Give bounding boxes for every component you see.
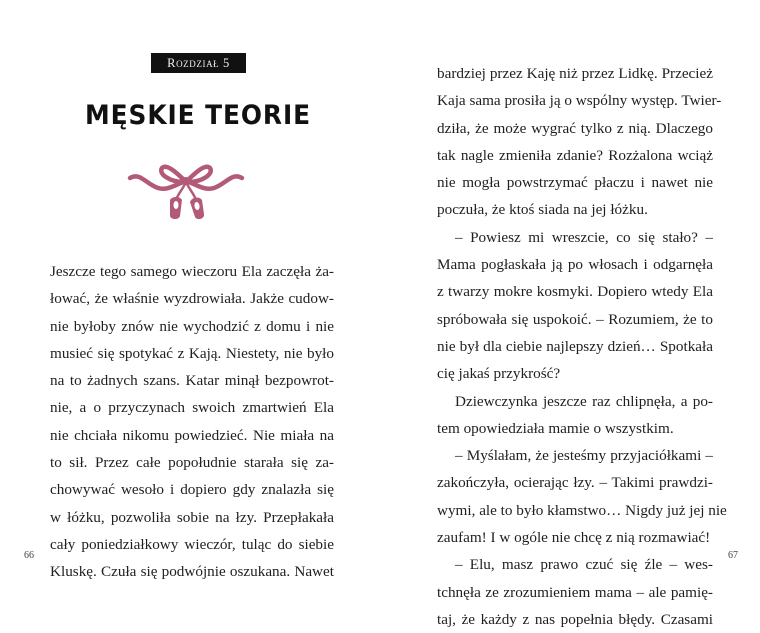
text-line: nie byłoby znów nie wychodzić z domu i nie: [50, 317, 334, 335]
page-number-left: 66: [24, 550, 34, 561]
text-line: tem opowiedziała mamie o wszystkim.: [437, 419, 674, 437]
text-line: łować, że właśnie wyzdrowiała. Jakże cudow-: [50, 290, 334, 308]
text-line: z twarzy mokre kosmyki. Dopiero wtedy Ela: [437, 283, 713, 301]
paragraph: [437, 442, 727, 551]
text-line: zakończyła, ocierając łzy. – Takimi prawdzi-: [437, 474, 713, 492]
text-line: – Elu, masz prawo czuć się źle – wes-: [455, 556, 713, 574]
text-line: nie, a o przyczynach swoich zmartwień Ela: [50, 399, 334, 417]
ribbon-bow-icon: [126, 158, 246, 222]
text-line: bardziej przez Kaję niż przez Lidkę. Przecież: [437, 65, 713, 82]
text-line: dziła, że może wygrać tylko z nią. Dlaczego: [437, 119, 713, 137]
paragraph: [437, 388, 713, 443]
text-line: chowywać wesoło i dopiero gdy znalazła się: [50, 481, 334, 499]
text-line: wymi, ale to było kłamstwo… Nigdy już jej nie: [437, 501, 727, 519]
chapter-label: Rozdział 5: [151, 53, 246, 73]
text-line: nie chciała nikomu powiedzieć. Nie miała na: [50, 426, 334, 444]
text-line: Kluskę. Czuła się podwójnie oszukana. Nawet: [50, 563, 334, 581]
text-line: w łóżku, pozwoliła sobie na łzy. Przepłakała: [50, 508, 334, 526]
text-line: na to żadnych szans. Katar minął bezpowrot-: [50, 372, 334, 390]
text-line: cały poniedziałkowy wieczór, tuląc do siebie: [50, 535, 334, 553]
text-line: nie był dla ciebie najlepszy dzień… Spotkała: [437, 337, 713, 355]
chapter-title: MĘSKIE TEORIE: [84, 100, 312, 131]
text-line: Dziewczynka jeszcze raz chlipnęła, a po-: [455, 392, 713, 410]
paragraph: [437, 224, 713, 388]
text-line: musieć się spotykać z Kają. Niestety, nie było: [50, 344, 334, 362]
text-line: tak nagle zmieniła zdanie? Rozżalona wciąż: [437, 146, 713, 164]
left-body-text: [50, 258, 334, 586]
paragraph: [50, 258, 334, 586]
text-line: cię jakaś przykrość?: [437, 365, 561, 383]
text-line: tchnęła ze zrozumieniem mama – ale pamię-: [437, 583, 713, 601]
text-line: Mama pogłaskała ją po włosach i odgarnęła: [437, 256, 713, 274]
left-page: [0, 0, 380, 588]
paragraph: [437, 551, 713, 633]
text-line: poczuła, że ktoś siada na jej łóżku.: [437, 201, 648, 219]
text-line: to sił. Przez całe popołudnie starała się za-: [50, 454, 334, 472]
text-line: taj, że każdy z nas popełnia błędy. Czasami: [437, 610, 713, 628]
paragraph: [437, 60, 722, 224]
text-line: Kaja sama prosiła ją o wspólny występ. Twier-: [437, 92, 722, 110]
page-number-right: 67: [728, 550, 738, 561]
right-body-text: [437, 60, 727, 633]
text-line: zaufam! I w ogóle nie chcę z nią rozmawiać!: [437, 529, 711, 547]
text-line: Jeszcze tego samego wieczoru Ela zaczęła ża-: [50, 263, 334, 280]
text-line: – Powiesz mi wreszcie, co się stało? –: [455, 228, 713, 246]
text-line: nie mogła powstrzymać płaczu i nawet nie: [437, 174, 713, 192]
text-line: – Myślałam, że jesteśmy przyjaciółkami –: [455, 447, 713, 465]
text-line: spróbowała się uspokoić. – Rozumiem, że to: [437, 310, 713, 328]
